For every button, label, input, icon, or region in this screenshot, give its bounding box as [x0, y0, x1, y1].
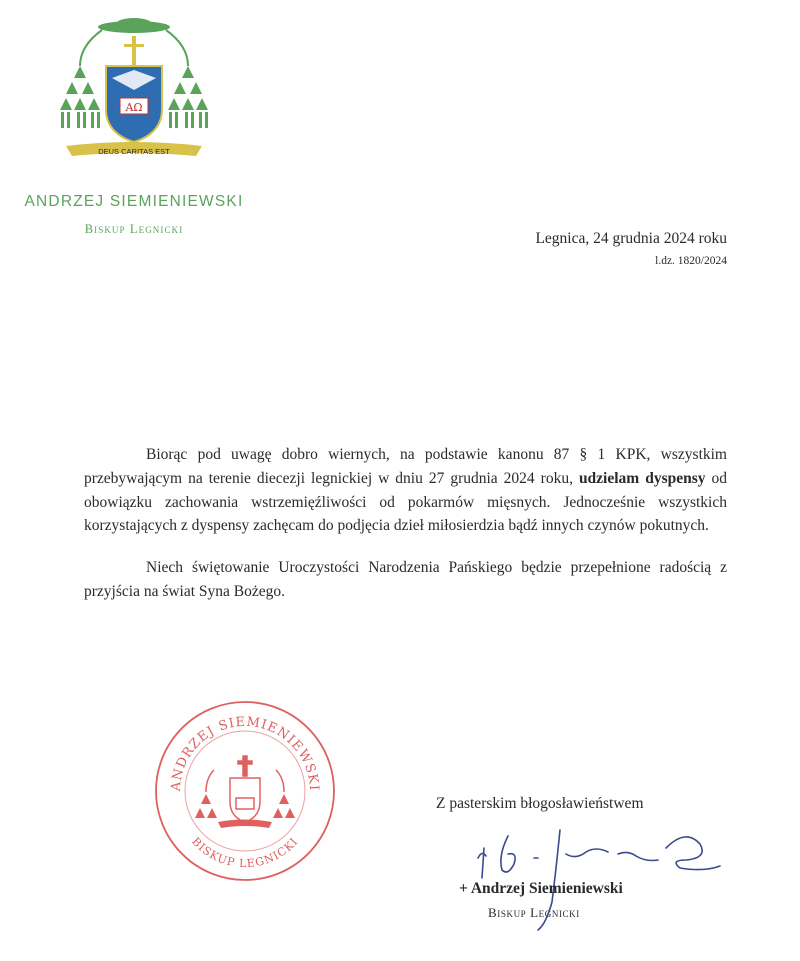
paragraph-2: Niech świętowanie Uroczystości Narodzenia Pańskiego będzie przepełnione radością z przyjścia na świat Syna Bożego.: [84, 559, 727, 600]
svg-text:ANDRZEJ SIEMIENIEWSKI: [169, 715, 321, 793]
bishop-title: Biskup Legnicki: [84, 222, 184, 236]
coat-of-arms: [58, 18, 210, 176]
letter-body: [84, 443, 727, 604]
seal-bottom-text: BISKUP LEGNICKI: [189, 834, 301, 871]
shield-letters: AΩ: [125, 101, 143, 114]
seal-top-text: ANDRZEJ SIEMIENIEWSKI: [168, 714, 322, 792]
paragraph-1: [84, 443, 727, 538]
closing-greeting: Z pasterskim błogosławieństwem: [436, 795, 644, 812]
bishop-name: ANDRZEJ SIEMIENIEWSKI: [24, 193, 244, 210]
reference-number: l.dz. 1820/2024: [655, 255, 727, 267]
signer-title: Biskup Legnicki: [488, 905, 580, 920]
svg-text:BISKUP LEGNICKI: [189, 835, 301, 870]
motto-text: DEUS CARITAS EST: [98, 147, 170, 156]
paragraph-1-rest: od obowiązku zachowania wstrzemięźliwości od pokarmów mięsnych. Jednocześnie wszystkich korzystających z dyspensy zachęcam do podjęcia dzieł miłosierdzia bądź innych czynów pokutnych.: [84, 469, 727, 535]
official-seal: [152, 698, 338, 884]
dispensation-emphasis: udzielam dyspensy: [578, 469, 706, 487]
paragraph-1-text: Biorąc pod uwagę dobro wiernych, na podstawie kanonu 87 § 1 KPK, wszystkim przebywającym na terenie diecezji legnickiej w dniu 27 grudnia 2024 roku,: [84, 446, 727, 487]
date-line: Legnica, 24 grudnia 2024 roku: [535, 230, 727, 247]
signer-name: + Andrzej Siemieniewski: [459, 880, 623, 897]
